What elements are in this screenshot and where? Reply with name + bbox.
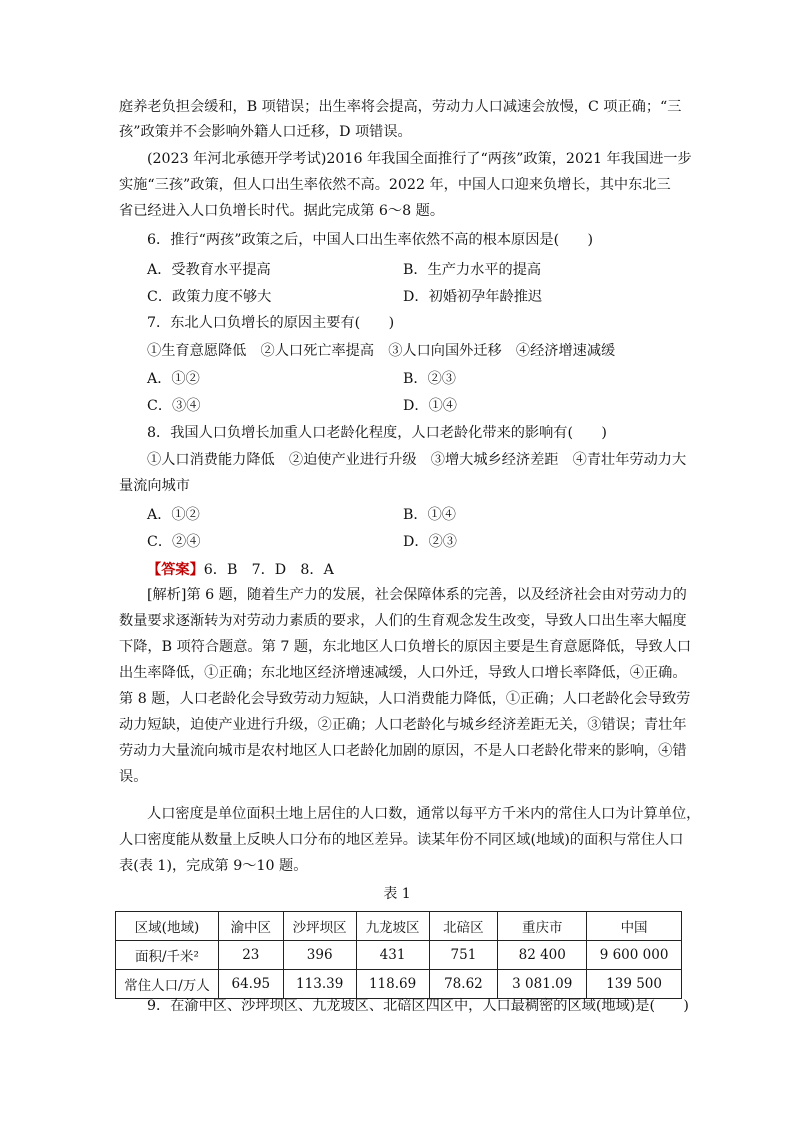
question-8-items-line-2: 量流向城市 (119, 478, 190, 494)
table-cell: 64.95 (218, 970, 283, 999)
table-cell: 113.39 (283, 970, 356, 999)
analysis-line: 动力短缺，迫使产业进行升级，②正确；人口老龄化与城乡经济差距无关，③错误；青壮年 (119, 717, 687, 733)
question-6-option-d: D．初婚初孕年龄推迟 (403, 289, 543, 305)
question-9-stem: 9．在渝中区、沙坪坝区、九龙坡区、北碚区四区中，人口最稠密的区域(地域)是( ) (147, 998, 689, 1014)
table-cell: 396 (283, 941, 356, 970)
answer-tag: 【答案】 (147, 562, 204, 578)
table-header-cell: 沙坪坝区 (283, 912, 356, 941)
table-header-cell: 中国 (587, 912, 682, 941)
question-8-option-c: C．②④ (147, 534, 201, 550)
question-8-stem: 8．我国人口负增长加重人口老龄化程度，人口老龄化带来的影响有( ) (147, 425, 607, 441)
table-cell: 118.69 (356, 970, 429, 999)
table-cell: 3 081.09 (498, 970, 587, 999)
question-6-stem: 6．推行“两孩”政策之后，中国人口出生率依然不高的根本原因是( ) (147, 232, 594, 248)
question-7-option-b: B．②③ (403, 371, 456, 387)
analysis-line: [解析]第 6 题，随着生产力的发展，社会保障体系的完善，以及经济社会由对劳动力的 (147, 587, 687, 603)
table-cell: 23 (218, 941, 283, 970)
question-6-option-c: C．政策力度不够大 (147, 289, 272, 305)
table-cell: 751 (429, 941, 498, 970)
table-cell: 9 600 000 (587, 941, 682, 970)
analysis-line: 数量要求逐渐转为对劳动力素质的要求，人们的生育观念发生改变，导致人口出生率大幅度 (119, 613, 687, 629)
question-7-stem: 7．东北人口负增长的原因主要有( ) (147, 315, 395, 331)
question-8-option-d: D．②③ (403, 534, 457, 550)
table-cell: 常住人口/万人 (116, 970, 219, 999)
intro-line-2: 孩”政策并不会影响外籍人口迁移，D 项错误。 (119, 124, 412, 140)
question-7-option-c: C．③④ (147, 398, 201, 414)
question-8-items-line-1: ①人口消费能力降低 ②迫使产业进行升级 ③增大城乡经济差距 ④青壮年劳动力大 (147, 452, 687, 468)
data-table (115, 911, 682, 999)
table-cell: 82 400 (498, 941, 587, 970)
table-cell: 431 (356, 941, 429, 970)
analysis-line: 第 8 题，人口老龄化会导致劳动力短缺，人口消费能力降低，①正确；人口老龄化会导致劳 (119, 691, 691, 707)
density-line: 人口密度是单位面积土地上居住的人口数，通常以每平方千米内的常住人口为计算单位， (147, 806, 701, 822)
table-header-cell: 渝中区 (218, 912, 283, 941)
analysis-line: 劳动力大量流向城市是农村地区人口老龄化加剧的原因，不是人口老龄化带来的影响，④错 (119, 743, 687, 759)
context-line-1: (2023 年河北承德开学考试)2016 年我国全面推行了“两孩”政策，2021 年我国进一步 (147, 151, 692, 167)
question-7-option-d: D．①④ (403, 398, 457, 414)
question-6-option-b: B．生产力水平的提高 (403, 262, 542, 278)
answer-text: 6．B 7．D 8．A (203, 562, 334, 578)
table-caption: 表 1 (383, 886, 411, 902)
intro-line-1: 庭养老负担会缓和，B 项错误；出生率将会提高，劳动力人口减速会放慢，C 项正确；“三 (119, 99, 682, 115)
analysis-line: 误。 (119, 769, 148, 785)
table-header-row (116, 912, 682, 941)
question-8-option-a: A．①② (147, 507, 200, 523)
table-header-cell: 区域(地域) (116, 912, 219, 941)
table-row (116, 970, 682, 999)
table-row (116, 941, 682, 970)
question-7-items: ①生育意愿降低 ②人口死亡率提高 ③人口向国外迁移 ④经济增速减缓 (147, 343, 616, 359)
table-header-cell: 北碚区 (429, 912, 498, 941)
table-cell: 78.62 (429, 970, 498, 999)
context-line-3: 省已经进入人口负增长时代。据此完成第 6～8 题。 (119, 203, 445, 219)
answer-line (147, 560, 334, 580)
context-line-2: 实施“三孩”政策，但人口出生率依然不高。2022 年，中国人口迎来负增长，其中东北三 (119, 177, 671, 193)
density-line: 表(表 1)，完成第 9～10 题。 (119, 858, 308, 874)
table-cell: 139 500 (587, 970, 682, 999)
table-header-cell: 重庆市 (498, 912, 587, 941)
analysis-line: 下降，B 项符合题意。第 7 题，东北地区人口负增长的原因主要是生育意愿降低，导致人口 (119, 639, 692, 655)
table-header-cell: 九龙坡区 (356, 912, 429, 941)
analysis-line: 出生率降低，①正确；东北地区经济增速减缓，人口外迁，导致人口增长率降低，④正确。 (119, 665, 687, 681)
table-cell: 面积/千米² (116, 941, 219, 970)
question-6-option-a: A．受教育水平提高 (147, 262, 271, 278)
question-7-option-a: A．①② (147, 371, 200, 387)
question-8-option-b: B．①④ (403, 507, 456, 523)
density-line: 人口密度能从数量上反映人口分布的地区差异。读某年份不同区域(地域)的面积与常住人口 (119, 832, 684, 848)
